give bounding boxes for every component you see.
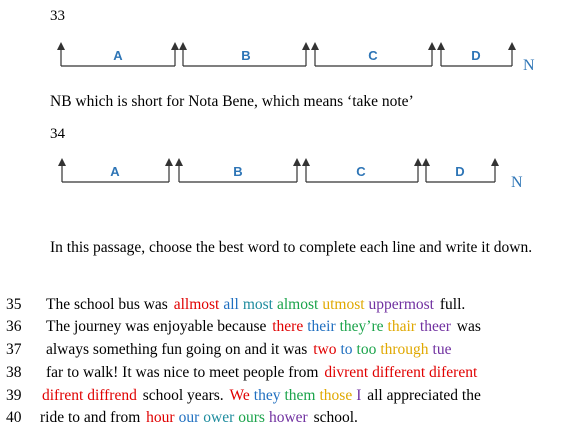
word-choice: to [340,341,353,358]
word-choice: almost [277,296,319,313]
question-number-33: 33 [50,8,65,24]
word-choice: hower [268,409,308,426]
passage-text: school years. [138,387,228,404]
word-choice: divrent different diferent [324,364,478,381]
line-number: 38 [6,364,22,381]
word-choice: thair [387,318,416,335]
passage-text: always something fun going on and it was [46,341,312,358]
end-label-n: N [523,57,535,74]
word-choice: utmost [322,296,365,313]
segment-c-label: C [356,164,366,179]
segment-d-label: D [455,164,465,179]
segment-b-label: B [233,164,243,179]
segment-d-label: D [471,48,481,63]
passage-text: far to walk! It was nice to meet people from [46,364,323,381]
word-choice: them [284,387,316,404]
word-choice: ower [203,409,235,426]
word-choice: difrent diffrend [42,387,137,404]
word-choice: allmost [173,296,220,313]
passage-line [6,318,481,336]
word-choice: those [319,387,353,404]
word-choice: most [242,296,273,313]
word-choice: theer [419,318,451,335]
passage-text: all appreciated the [363,387,481,404]
nota-bene-note: NB which is short for Nota Bene, which means ‘take note’ [50,93,414,110]
passage-line [6,409,358,427]
line-number: 40 [6,409,22,426]
passage-text: The school bus was [46,296,172,313]
line-number: 35 [6,296,22,313]
line-number: 36 [6,318,22,335]
passage-line [6,296,465,314]
word-choice: hour [146,409,175,426]
word-choice: their [307,318,336,335]
line-number: 39 [6,387,22,404]
passage-line [6,387,481,405]
passage-text: full. [435,296,466,313]
passage-text: school. [309,409,358,426]
word-choice: there [272,318,304,335]
word-choice: they [253,387,281,404]
word-choice: two [313,341,337,358]
passage-text: ride to and from [40,409,145,426]
segment-a-label: A [110,164,120,179]
end-label-n: N [511,174,523,191]
segment-b-label: B [241,48,251,63]
question-number-34: 34 [50,126,65,142]
segment-a-label: A [113,48,123,63]
passage-line [6,341,453,359]
word-choice: ours [238,409,265,426]
word-choice: We [229,387,250,404]
segment-c-label: C [368,48,378,63]
word-choice: tue [432,341,452,358]
instruction-text: In this passage, choose the best word to complete each line and write it down. [50,239,533,256]
word-choice: through [380,341,429,358]
word-choice: I [356,387,362,404]
word-choice: too [356,341,377,358]
passage-text: was [452,318,481,335]
word-choice: our [178,409,200,426]
word-choice: they’re [339,318,384,335]
word-choice: all [223,296,239,313]
passage-line [6,364,479,382]
word-choice: uppermost [368,296,434,313]
line-number: 37 [6,341,22,358]
passage-text: The journey was enjoyable because [46,318,271,335]
